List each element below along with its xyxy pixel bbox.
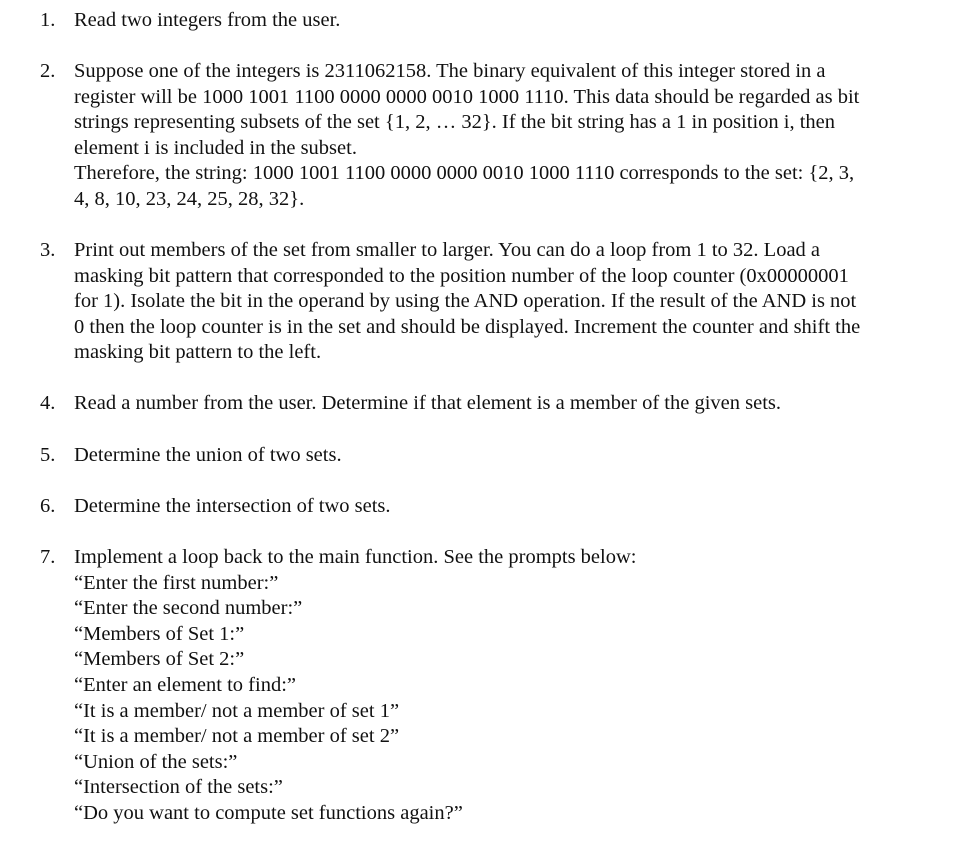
text-line: Therefore, the string: 1000 1001 1100 0000 0000 0010 1000 1110 corresponds to the set: {2, 3, (74, 162, 855, 185)
text-line: Determine the union of two sets. (74, 444, 342, 466)
item-number: 5. (40, 444, 56, 466)
item-number: 3. (40, 239, 56, 261)
prompt-line: “It is a member/ not a member of set 1” (74, 699, 400, 722)
text-line: for 1). Isolate the bit in the operand by using the AND operation. If the result of the AND is not (74, 290, 857, 313)
text-line: Suppose one of the integers is 2311062158. The binary equivalent of this integer stored in a (74, 60, 826, 82)
prompt-line: “Intersection of the sets:” (74, 776, 283, 799)
prompt-line: “Enter an element to find:” (74, 673, 296, 696)
prompt-line: “It is a member/ not a member of set 2” (74, 725, 400, 748)
item-number: 6. (40, 495, 56, 517)
prompt-line: “Enter the first number:” (74, 571, 279, 594)
text-line: Read two integers from the user. (74, 9, 341, 31)
prompt-line: “Do you want to compute set functions again?” (74, 801, 463, 824)
item-text (74, 8, 934, 34)
prompt-line: “Members of Set 2:” (74, 648, 245, 671)
prompt-line: “Enter the second number:” (74, 597, 303, 620)
text-line: Implement a loop back to the main function. See the prompts below: (74, 546, 637, 568)
text-line: 0 then the loop counter is in the set and should be displayed. Increment the counter and shift the (74, 315, 861, 338)
text-line: masking bit pattern to the left. (74, 341, 322, 364)
item-number: 4. (40, 392, 56, 414)
item-number: 2. (40, 60, 56, 82)
text-line: strings representing subsets of the set {1, 2, … 32}. If the bit string has a 1 in position i, then (74, 111, 836, 134)
text-line: masking bit pattern that corresponded to the position number of the loop counter (0x00000001 (74, 264, 849, 287)
item-text (74, 545, 934, 827)
text-line: register will be 1000 1001 1100 0000 0000 0010 1000 1110. This data should be regarded as bit (74, 85, 860, 108)
prompt-line: “Members of Set 1:” (74, 622, 245, 645)
item-text (74, 238, 934, 366)
item-text (74, 443, 934, 469)
item-text (74, 494, 934, 520)
text-line: Determine the intersection of two sets. (74, 495, 391, 517)
prompt-line: “Union of the sets:” (74, 750, 238, 773)
item-number: 1. (40, 9, 56, 31)
text-line: Print out members of the set from smaller to larger. You can do a loop from 1 to 32. Load a (74, 239, 821, 261)
item-text (74, 391, 934, 417)
item-text (74, 59, 934, 213)
text-line: 4, 8, 10, 23, 24, 25, 28, 32}. (74, 187, 305, 210)
item-number: 7. (40, 546, 56, 568)
text-line: element i is included in the subset. (74, 136, 357, 159)
text-line: Read a number from the user. Determine if that element is a member of the given sets. (74, 392, 782, 414)
